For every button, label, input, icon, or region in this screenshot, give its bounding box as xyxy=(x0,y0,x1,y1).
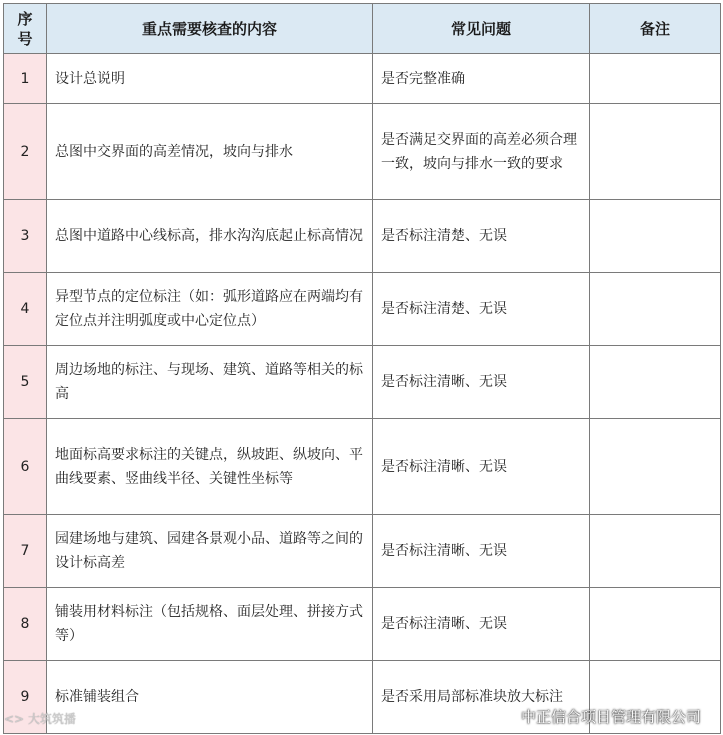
row-remark xyxy=(590,515,721,588)
review-table xyxy=(3,3,721,734)
table-row xyxy=(4,515,721,588)
row-remark xyxy=(590,419,721,515)
row-issue: 是否标注清晰、无误 xyxy=(373,346,590,419)
row-content: 园建场地与建筑、园建各景观小品、道路等之间的设计标高差 xyxy=(47,515,373,588)
row-content: 地面标高要求标注的关键点，纵坡距、纵坡向、平曲线要素、竖曲线半径、关键性坐标等 xyxy=(47,419,373,515)
row-number: 3 xyxy=(4,200,47,273)
table-row xyxy=(4,419,721,515)
row-issue: 是否完整准确 xyxy=(373,54,590,104)
row-number: 2 xyxy=(4,104,47,200)
row-number: 9 xyxy=(4,661,47,734)
row-content: 总图中交界面的高差情况，坡向与排水 xyxy=(47,104,373,200)
row-content: 标准铺装组合 xyxy=(47,661,373,734)
header-content: 重点需要核查的内容 xyxy=(47,4,373,54)
row-remark xyxy=(590,200,721,273)
watermark-left xyxy=(4,710,76,727)
row-issue: 是否满足交界面的高差必须合理一致，坡向与排水一致的要求 xyxy=(373,104,590,200)
row-number: 5 xyxy=(4,346,47,419)
table-row xyxy=(4,346,721,419)
row-remark xyxy=(590,54,721,104)
row-issue: 是否标注清楚、无误 xyxy=(373,200,590,273)
watermark-left-text: <> 大筑筑播 xyxy=(4,712,76,726)
row-content: 设计总说明 xyxy=(47,54,373,104)
row-content: 铺装用材料标注（包括规格、面层处理、拼接方式等） xyxy=(47,588,373,661)
row-issue: 是否标注清楚、无误 xyxy=(373,273,590,346)
row-remark xyxy=(590,346,721,419)
header-no-line1: 序 xyxy=(17,9,33,28)
watermark-right-text: 中正信合项目管理有限公司 xyxy=(520,708,701,726)
header-remark: 备注 xyxy=(590,4,721,54)
row-remark xyxy=(590,273,721,346)
watermark-right xyxy=(493,706,701,727)
table-row xyxy=(4,104,721,200)
row-number: 1 xyxy=(4,54,47,104)
row-issue: 是否采用局部标准块放大标注 xyxy=(373,661,590,734)
header-no xyxy=(4,4,47,54)
row-content: 异型节点的定位标注（如：弧形道路应在两端均有定位点并注明弧度或中心定位点） xyxy=(47,273,373,346)
row-remark xyxy=(590,588,721,661)
header-row xyxy=(4,4,721,54)
row-content: 总图中道路中心线标高，排水沟沟底起止标高情况 xyxy=(47,200,373,273)
row-issue: 是否标注清晰、无误 xyxy=(373,419,590,515)
row-remark xyxy=(590,104,721,200)
row-number: 7 xyxy=(4,515,47,588)
row-number: 8 xyxy=(4,588,47,661)
table-row xyxy=(4,200,721,273)
row-number: 6 xyxy=(4,419,47,515)
row-content: 周边场地的标注、与现场、建筑、道路等相关的标高 xyxy=(47,346,373,419)
row-issue: 是否标注清晰、无误 xyxy=(373,515,590,588)
header-no-line2: 号 xyxy=(17,29,33,48)
row-issue: 是否标注清晰、无误 xyxy=(373,588,590,661)
header-issue: 常见问题 xyxy=(373,4,590,54)
table-row xyxy=(4,273,721,346)
wechat-icon xyxy=(493,708,515,726)
table-row xyxy=(4,588,721,661)
table-row xyxy=(4,54,721,104)
row-number: 4 xyxy=(4,273,47,346)
